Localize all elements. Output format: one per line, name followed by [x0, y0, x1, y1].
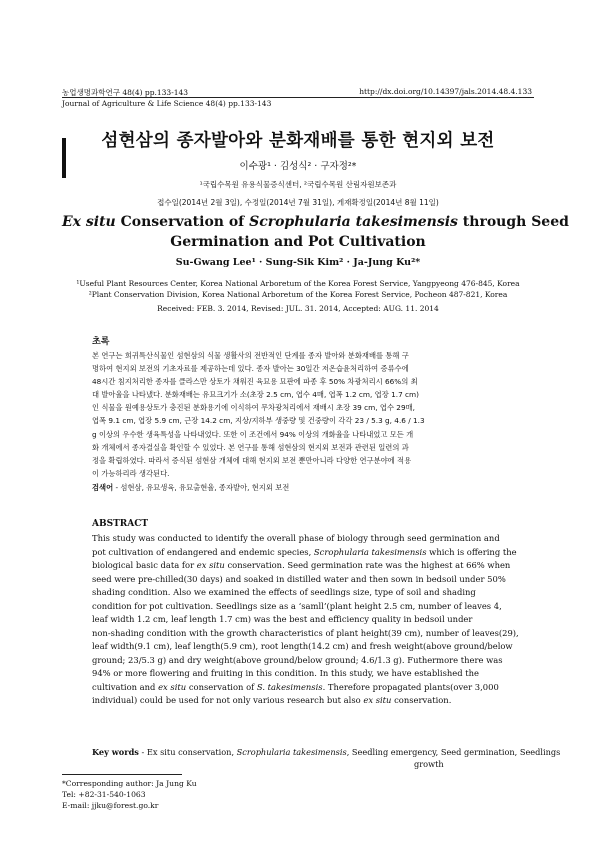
- korean-abstract-line: g 이상의 우수한 생육특성을 나타내었다. 또한 이 조건에서 94% 이상의 개화율을 나타내었고 모든 개: [92, 429, 414, 439]
- doi-link[interactable]: http://dx.doi.org/10.14397/jals.2014.48.4.133: [359, 87, 532, 96]
- korean-abstract-line: 인 식물을 원예용상토가 충진된 분화용기에 이식하여 무차광처리에서 재배시 초장 39 cm, 엽수 29매,: [92, 403, 415, 413]
- english-abstract-line: 94% or more flowering and fruiting in this condition. In this study, we have established the: [92, 668, 479, 678]
- english-affiliation: [62, 279, 534, 300]
- korean-abstract-line: 대 발아율을 나타냈다. 분화재배는 유묘크기가 소(초장 2.5 cm, 엽수 4매, 엽폭 1.2 cm, 엽장 1.7 cm): [92, 390, 419, 400]
- english-abstract-line: biological basic data for ex situ conservation. Seed germination rate was the highest at 66% when: [92, 560, 511, 570]
- english-title: [62, 212, 569, 252]
- abstract-heading: ABSTRACT: [92, 519, 149, 529]
- english-abstract-line: condition for pot cultivation. Seedlings size as a ‘samll’(plant height 2.5 cm, number of leaves 4,: [92, 600, 502, 611]
- english-abstract-line: non-shading condition with the growth characteristics of plant height(39 cm), number of leaves(29),: [92, 627, 519, 638]
- english-keywords-list: - Ex situ conservation, Scrophularia takesimensis, Seedling emergency, Seed germination, Seedlings: [138, 747, 561, 757]
- korean-abstract-heading: 초록: [92, 337, 110, 347]
- korean-title: 섬현삼의 종자발아와 분화재배를 통한 현지외 보전: [101, 131, 495, 151]
- korean-abstract-line: 48시간 침지처리한 종자를 클라스만 상토가 채워진 육묘용 묘판에 파종 후 50% 차광처리시 66%의 최: [92, 377, 418, 387]
- footnote: [62, 778, 197, 812]
- korean-dates: 접수일(2014년 2월 3일), 수정일(2014년 7월 31일), 게재확정일(2014년 8월 11일): [157, 198, 439, 207]
- korean-abstract-line: 이 가능하리라 생각된다.: [92, 468, 170, 478]
- english-abstract-line: seed were pre-chilled(30 days) and soaked in distilled water and then sown in bedsoil under 50%: [92, 573, 506, 584]
- english-keywords-cont: growth: [414, 759, 444, 769]
- english-abstract-line: individual) could be used for not only various research but also ex situ conservation.: [92, 695, 452, 705]
- english-abstract-line: leaf width(9.1 cm), leaf length(5.9 cm), root length(14.2 cm) and fresh weight(above ground/below: [92, 641, 513, 651]
- english-abstract-line: shading condition. Also we examined the effects of seedlings size, type of soil and shading: [92, 587, 476, 597]
- korean-keywords: [92, 483, 289, 493]
- english-abstract-line: ground; 23/5.3 g) and dry weight(above ground/below ground; 4.6/1.3 g). Futhermore there was: [92, 654, 503, 665]
- korean-affiliation: ¹국립수목원 유용식물증식센터, ²국립수목원 산림자원보존과: [199, 180, 397, 189]
- journal-header: [62, 87, 271, 109]
- header-rule: [62, 97, 534, 98]
- english-keywords-label: Key words: [92, 747, 139, 757]
- email[interactable]: E-mail: jjku@forest.go.kr: [62, 801, 159, 811]
- korean-abstract-line: 명하여 현지외 보전의 기초자료를 제공하는데 있다. 종자 발아는 30일간 저온습윤처리하여 증류수에: [92, 364, 409, 374]
- korean-authors: 이수광¹ · 김성식² · 구자정²*: [239, 161, 357, 172]
- journal-name-en: Journal of Agriculture & Life Science 48(4) pp.133-143: [62, 99, 272, 108]
- korean-keywords-list: - 섬현삼, 유묘생육, 유묘출현율, 종자발아, 현지외 보전: [113, 483, 290, 492]
- english-abstract-line: leaf width 1.2 cm, leaf length 1.7 cm) was the best and efficiency quality in bedsoil under: [92, 614, 473, 624]
- affiliation-2: ²Plant Conservation Division, Korea National Arboretum of the Korea Forest Service, Pocheon 487-821, Korea: [88, 289, 508, 299]
- english-abstract-body: [92, 532, 519, 708]
- english-authors: Su-Gwang Lee¹ · Sung-Sik Kim² · Ja-Jung Ku²*: [175, 257, 421, 268]
- journal-name-ko: 농업생명과학연구 48(4) pp.133-143: [62, 88, 189, 97]
- english-keywords: [92, 746, 560, 770]
- english-title-line1: Ex situ Conservation of Scrophularia takesimensis through Seed: [62, 214, 569, 230]
- korean-abstract-body: [92, 349, 512, 480]
- english-abstract-line: cultivation and ex situ conservation of S. takesimensis. Therefore propagated plants(over 3,000: [92, 681, 499, 692]
- korean-abstract-line: 화 개체에서 종자결실을 확인할 수 있었다. 본 연구를 통해 섬현삼의 현지외 보전과 관련된 일련의 과: [92, 442, 409, 452]
- english-title-line2: Germination and Pot Cultivation: [170, 234, 426, 250]
- korean-abstract-line: 정을 확립하였다. 따라서 증식된 섬현삼 개체에 대해 현지외 보전 뿐만아니라 다양한 연구분야에 적용: [92, 455, 412, 465]
- affiliation-1: ¹Useful Plant Resources Center, Korea National Arboretum of the Korea Forest Service, Yangpyeong 476-845, Korea: [76, 279, 520, 288]
- korean-keywords-label: 검색어: [92, 483, 114, 492]
- english-abstract-line: pot cultivation of endangered and endemic species, Scrophularia takesimensis which is offering the: [92, 546, 517, 557]
- english-dates: Received: FEB. 3. 2014, Revised: JUL. 31. 2014, Accepted: AUG. 11. 2014: [157, 304, 439, 313]
- corresponding-author: *Corresponding author: Ja Jung Ku: [62, 779, 197, 788]
- telephone: Tel: +82-31-540-1063: [62, 790, 146, 800]
- korean-abstract-line: 본 연구는 희귀특산식물인 섬현삼의 식물 생활사의 전반적인 단계를 종자 발아와 분화재배를 통해 구: [92, 351, 409, 360]
- korean-abstract-line: 엽폭 9.1 cm, 엽장 5.9 cm, 근장 14.2 cm, 지상/지하부 생중량 및 건중량이 각각 23 / 5.3 g, 4.6 / 1.3: [92, 416, 425, 426]
- footnote-rule: [62, 774, 182, 775]
- english-abstract-line: This study was conducted to identify the overall phase of biology through seed germination and: [92, 533, 500, 543]
